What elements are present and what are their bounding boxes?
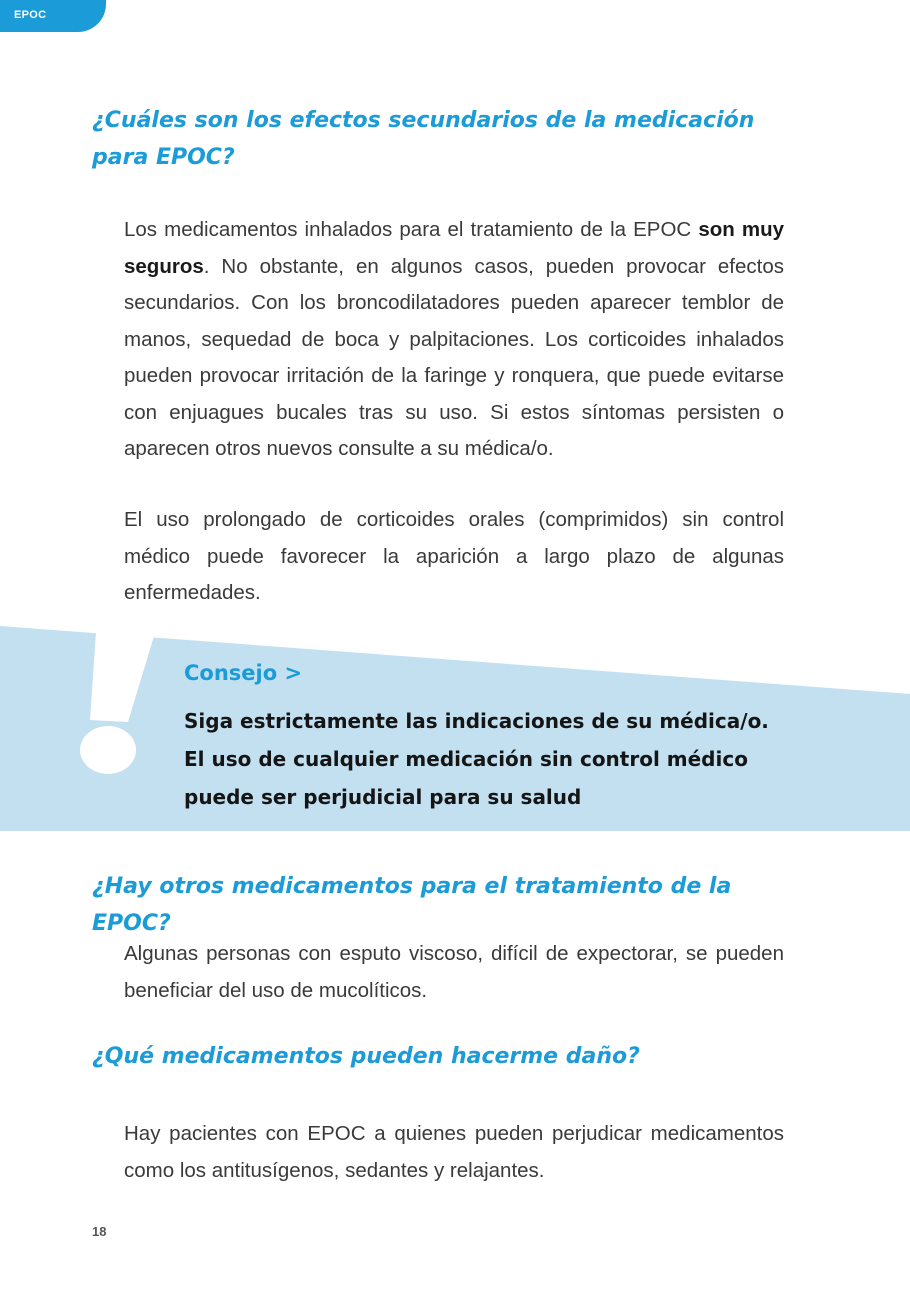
section2-paragraph: Algunas personas con esputo viscoso, difícil de expectorar, se pueden beneficiar del uso de mucolíticos. <box>124 942 784 1002</box>
tip-title: Consejo > <box>184 661 303 685</box>
section1-paragraph-2: El uso prolongado de corticoides orales (comprimidos) sin control médico puede favorecer la aparición a largo plazo de algunas enfermedades. <box>124 508 784 604</box>
section1-p1-text-a: Los medicamentos inhalados para el tratamiento de la EPOC <box>124 218 699 241</box>
section3-paragraph: Hay pacientes con EPOC a quienes pueden perjudicar medicamentos como los antitusígenos, sedantes y relajantes. <box>124 1122 784 1182</box>
tip-body: Siga estrictamente las indicaciones de su médica/o. El uso de cualquier medicación sin control médico puede ser perjudicial para su salud <box>184 709 769 809</box>
section1-p1-emphasis: son muy seguros <box>124 218 784 278</box>
section-tab <box>0 0 106 32</box>
section2-heading: ¿Hay otros medicamentos para el tratamiento de la EPOC? <box>92 874 732 936</box>
section1-paragraph-1 <box>124 212 784 468</box>
page-number: 18 <box>92 1224 107 1239</box>
section3-heading: ¿Qué medicamentos pueden hacerme daño? <box>92 1044 640 1069</box>
section-tab-label: EPOC <box>14 9 47 21</box>
section1-p1-text-b: . No obstante, en algunos casos, pueden provocar efectos secundarios. Con los broncodilatadores pueden aparecer temblor de manos, sequedad de boca y palpitaciones. Los corticoides inhalados pueden provocar irritación de la faringe y ronquera, que puede evitarse con enjuagues bucales tras su uso. Si estos síntomas persisten o aparecen otros nuevos consulte a su médica/o. <box>124 254 784 460</box>
section1-heading: ¿Cuáles son los efectos secundarios de la medicación para EPOC? <box>92 108 755 170</box>
